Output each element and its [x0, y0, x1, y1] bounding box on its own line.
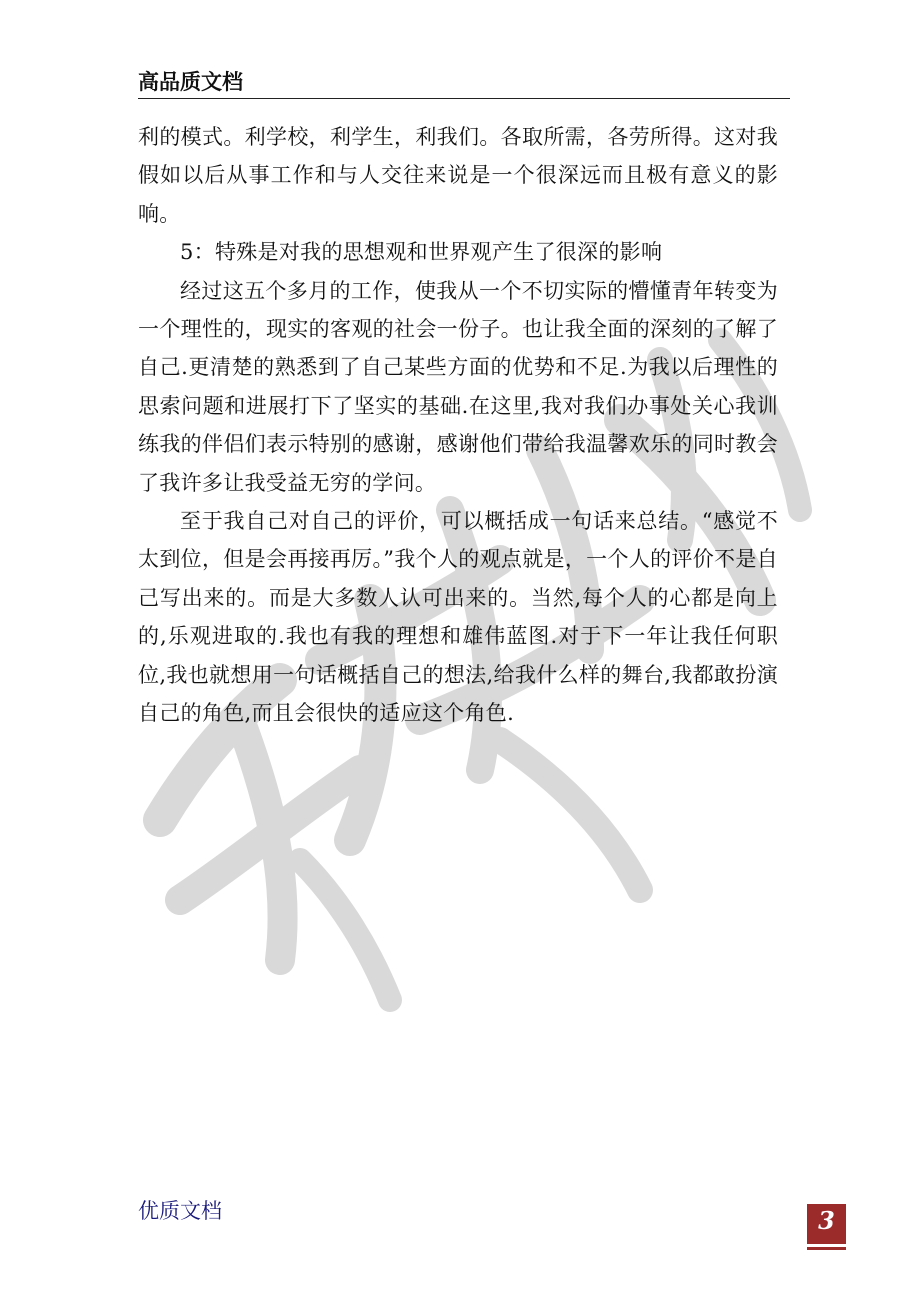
- page-header: [138, 68, 790, 99]
- page-number-badge: 3: [807, 1204, 846, 1247]
- body-paragraph-continued: 利的模式。利学校，利学生，利我们。各取所需，各劳所得。这对我假如以后从事工作和与人交往来说是一个很深远而且极有意义的影响。: [138, 125, 778, 226]
- body-paragraph: 经过这五个多月的工作，使我从一个不切实际的懵懂青年转变为一个理性的，现实的客观的社会一份子。也让我全面的深刻的了解了自己.更清楚的熟悉到了自己某些方面的优势和不足.为我以后理性的思索问题和进展打下了坚实的基础.在这里,我对我们办事处关心我训练我的伴侣们表示特别的感谢，感谢他们带给我温馨欢乐的同时教会了我许多让我受益无穷的学问。: [138, 278, 778, 495]
- body-paragraph: 至于我自己对自己的评价，可以概括成一句话来总结。“感觉不太到位，但是会再接再厉。”我个人的观点就是，一个人的评价不是自己写出来的。而是大多数人认可出来的。当然,每个人的心都是向上的,乐观进取的.我也有我的理想和雄伟蓝图.对于下一年让我任何职位,我也就想用一句话概括自己的想法,给我什么样的舞台,我都敢扮演自己的角色,而且会很快的适应这个角色.: [138, 509, 778, 726]
- footer-title: 优质文档: [138, 1199, 222, 1223]
- header-title: 高品质文档: [138, 70, 243, 94]
- document-body: [138, 118, 778, 733]
- body-heading-point-5: 5：特殊是对我的思想观和世界观产生了很深的影响: [180, 240, 663, 265]
